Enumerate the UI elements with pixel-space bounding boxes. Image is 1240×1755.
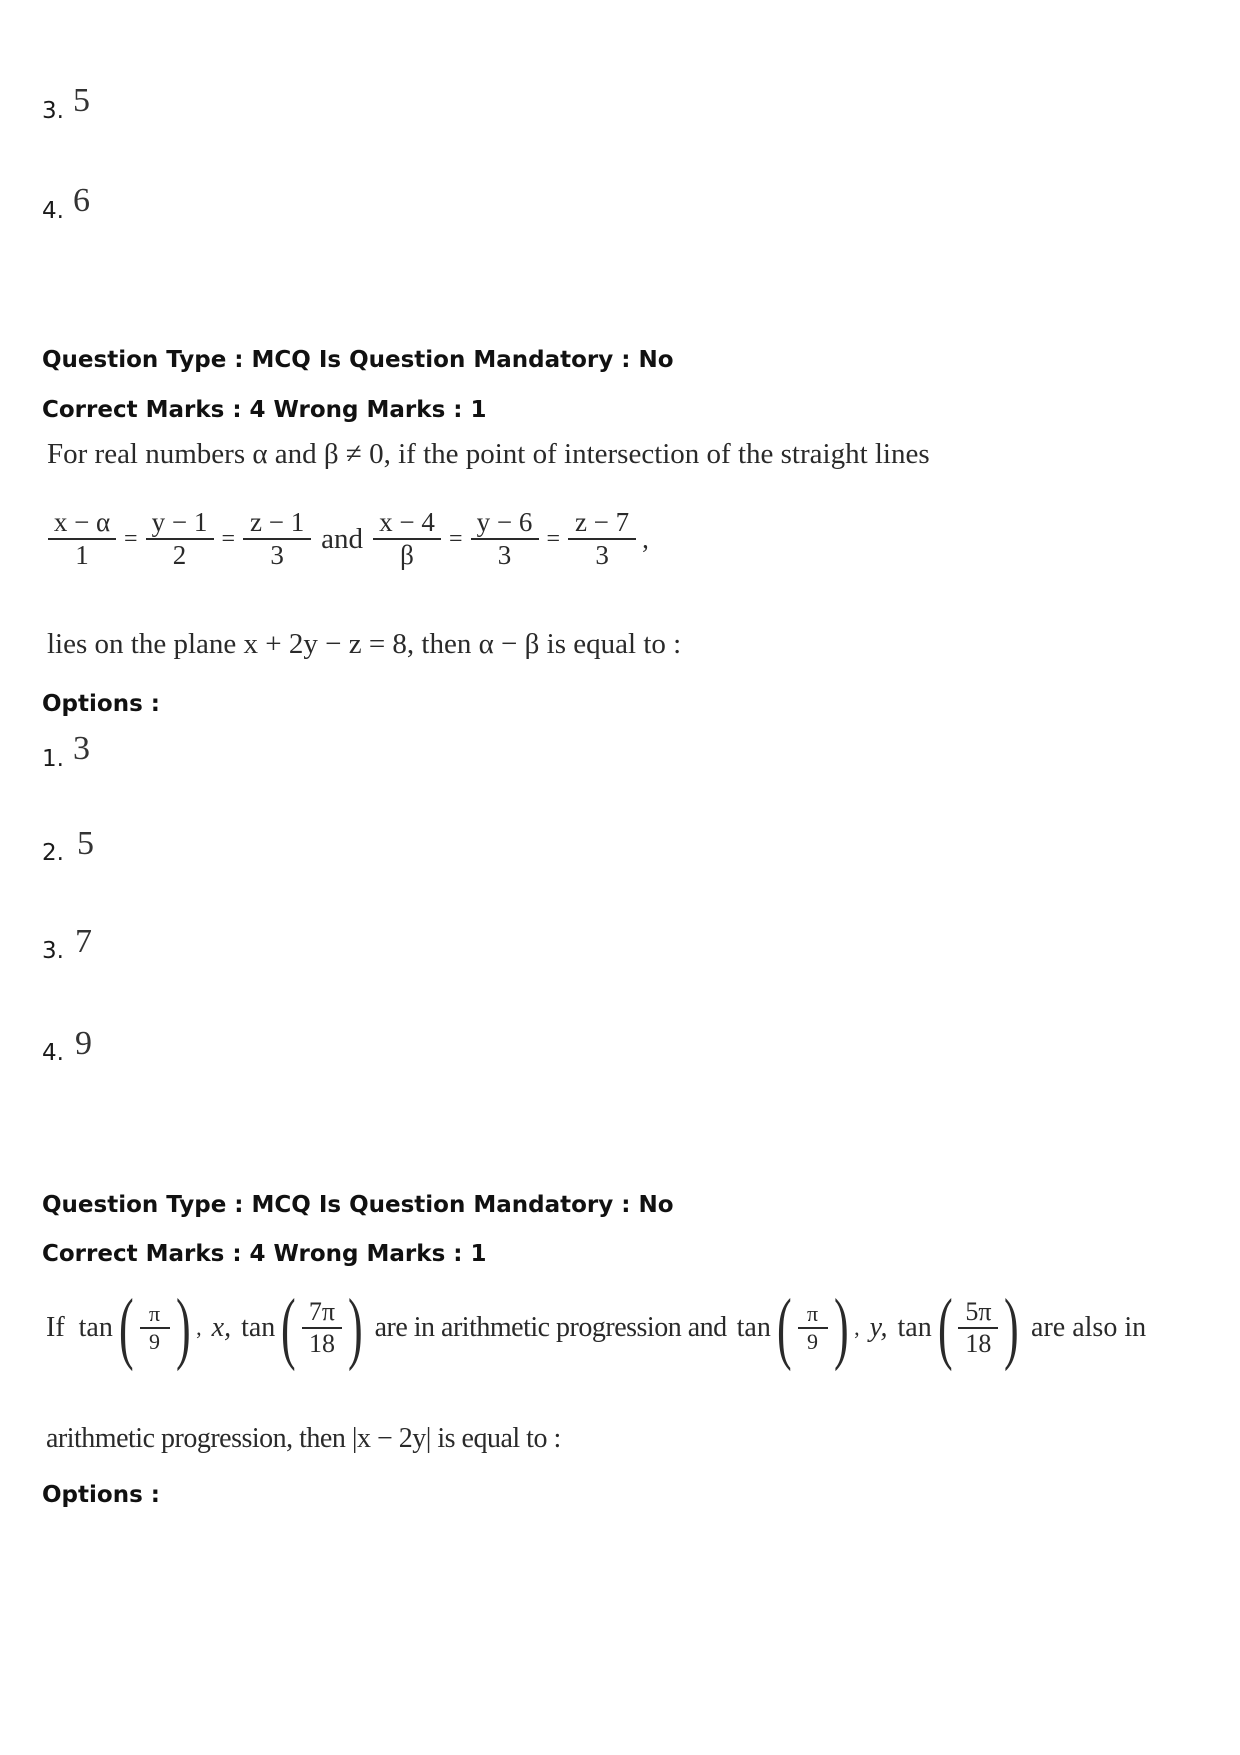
equals-sign-1: = (124, 525, 138, 552)
fraction-2-denominator: 2 (146, 538, 214, 571)
q1-option-1-value: 3 (73, 730, 90, 767)
fraction-1-denominator: 1 (48, 538, 116, 571)
q1-option-4-number: 4. (42, 1040, 64, 1066)
equals-sign-4: = (546, 525, 561, 552)
prev-option-3-value: 5 (73, 82, 90, 119)
q1-text-line3: lies on the plane x + 2y − z = 8, then α − β is equal to : (47, 628, 682, 660)
q1-type-line: Question Type : MCQ Is Question Mandatory : No (42, 347, 674, 373)
q2-fraction-5pi-18-den: 18 (958, 1327, 998, 1359)
q2-fraction-pi-9-a-num: π (148, 1301, 161, 1326)
q2-tan-1: tan (78, 1312, 113, 1343)
fraction-2 (146, 507, 214, 571)
q1-option-4-value: 9 (75, 1025, 92, 1062)
fraction-6-denominator: 3 (568, 538, 636, 571)
fraction-6-numerator: z − 7 (574, 507, 630, 537)
fraction-5-denominator: 3 (471, 538, 539, 571)
prev-option-4-value: 6 (73, 182, 90, 219)
q2-comma-1: , (196, 1315, 202, 1340)
q1-option-1-number: 1. (42, 746, 64, 772)
q2-fraction-pi-9-b (798, 1301, 828, 1355)
q2-fraction-pi-9-b-den: 9 (798, 1327, 828, 1355)
q2-fraction-7pi-18 (302, 1297, 342, 1359)
prev-option-4-number: 4. (42, 198, 64, 224)
q2-tan-4: tan (897, 1312, 932, 1343)
q1-equation (48, 507, 649, 571)
q2-fraction-pi-9-a-den: 9 (140, 1327, 170, 1355)
q2-options-label: Options : (42, 1482, 160, 1508)
fraction-1 (48, 507, 116, 571)
conjunction-and: and (321, 522, 363, 555)
fraction-6 (568, 507, 636, 571)
q1-option-3-number: 3. (42, 938, 64, 964)
q1-option-3-value: 7 (75, 923, 92, 960)
right-paren-4: ) (1004, 1284, 1020, 1372)
q1-options-label: Options : (42, 691, 160, 717)
right-paren-1: ) (175, 1284, 191, 1372)
left-paren-1: ( (118, 1284, 134, 1372)
equation-trailing-comma: , (642, 523, 649, 554)
left-paren-2: ( (281, 1284, 296, 1372)
q2-if: If (46, 1312, 65, 1343)
q2-tail-text: are also in (1031, 1312, 1147, 1343)
left-paren-4: ( (937, 1284, 953, 1372)
q2-mid-text: are in arithmetic progression and (374, 1312, 727, 1343)
fraction-4-denominator: β (373, 538, 441, 571)
right-paren-2: ) (347, 1284, 363, 1372)
fraction-2-numerator: y − 1 (151, 507, 208, 537)
q2-type-line: Question Type : MCQ Is Question Mandatory : No (42, 1192, 674, 1218)
fraction-3-numerator: z − 1 (249, 507, 305, 537)
right-paren-3: ) (833, 1284, 849, 1372)
fraction-3 (243, 507, 311, 571)
q2-y: y, (869, 1312, 888, 1343)
fraction-5 (471, 507, 539, 571)
fraction-1-numerator: x − α (53, 507, 111, 537)
q2-marks-line: Correct Marks : 4 Wrong Marks : 1 (42, 1241, 487, 1267)
q2-text-line1 (46, 1284, 1147, 1372)
left-paren-3: ( (776, 1284, 792, 1372)
q2-tan-2: tan (241, 1312, 276, 1343)
q1-marks-line: Correct Marks : 4 Wrong Marks : 1 (42, 397, 487, 423)
q1-option-2-value: 5 (77, 825, 94, 862)
q2-comma-2: , (854, 1315, 860, 1340)
fraction-3-denominator: 3 (243, 538, 311, 571)
q2-fraction-5pi-18 (958, 1297, 998, 1359)
q2-fraction-pi-9-b-num: π (806, 1301, 819, 1326)
q2-tan-3: tan (736, 1312, 771, 1343)
q1-text-line1: For real numbers α and β ≠ 0, if the point of intersection of the straight lines (47, 438, 930, 470)
fraction-4-numerator: x − 4 (379, 507, 435, 537)
q2-x: x, (211, 1312, 232, 1343)
equals-sign-3: = (448, 525, 463, 552)
q2-fraction-7pi-18-den: 18 (302, 1327, 342, 1359)
q2-fraction-7pi-18-num: 7π (308, 1297, 336, 1326)
fraction-4 (373, 507, 441, 571)
q1-option-2-number: 2. (42, 840, 64, 866)
fraction-5-numerator: y − 6 (476, 507, 533, 537)
q2-text-line2: arithmetic progression, then |x − 2y| is equal to : (46, 1423, 561, 1454)
prev-option-3-number: 3. (42, 98, 64, 124)
q2-fraction-pi-9-a (140, 1301, 170, 1355)
q2-fraction-5pi-18-num: 5π (965, 1297, 992, 1326)
equals-sign-2: = (221, 525, 236, 552)
